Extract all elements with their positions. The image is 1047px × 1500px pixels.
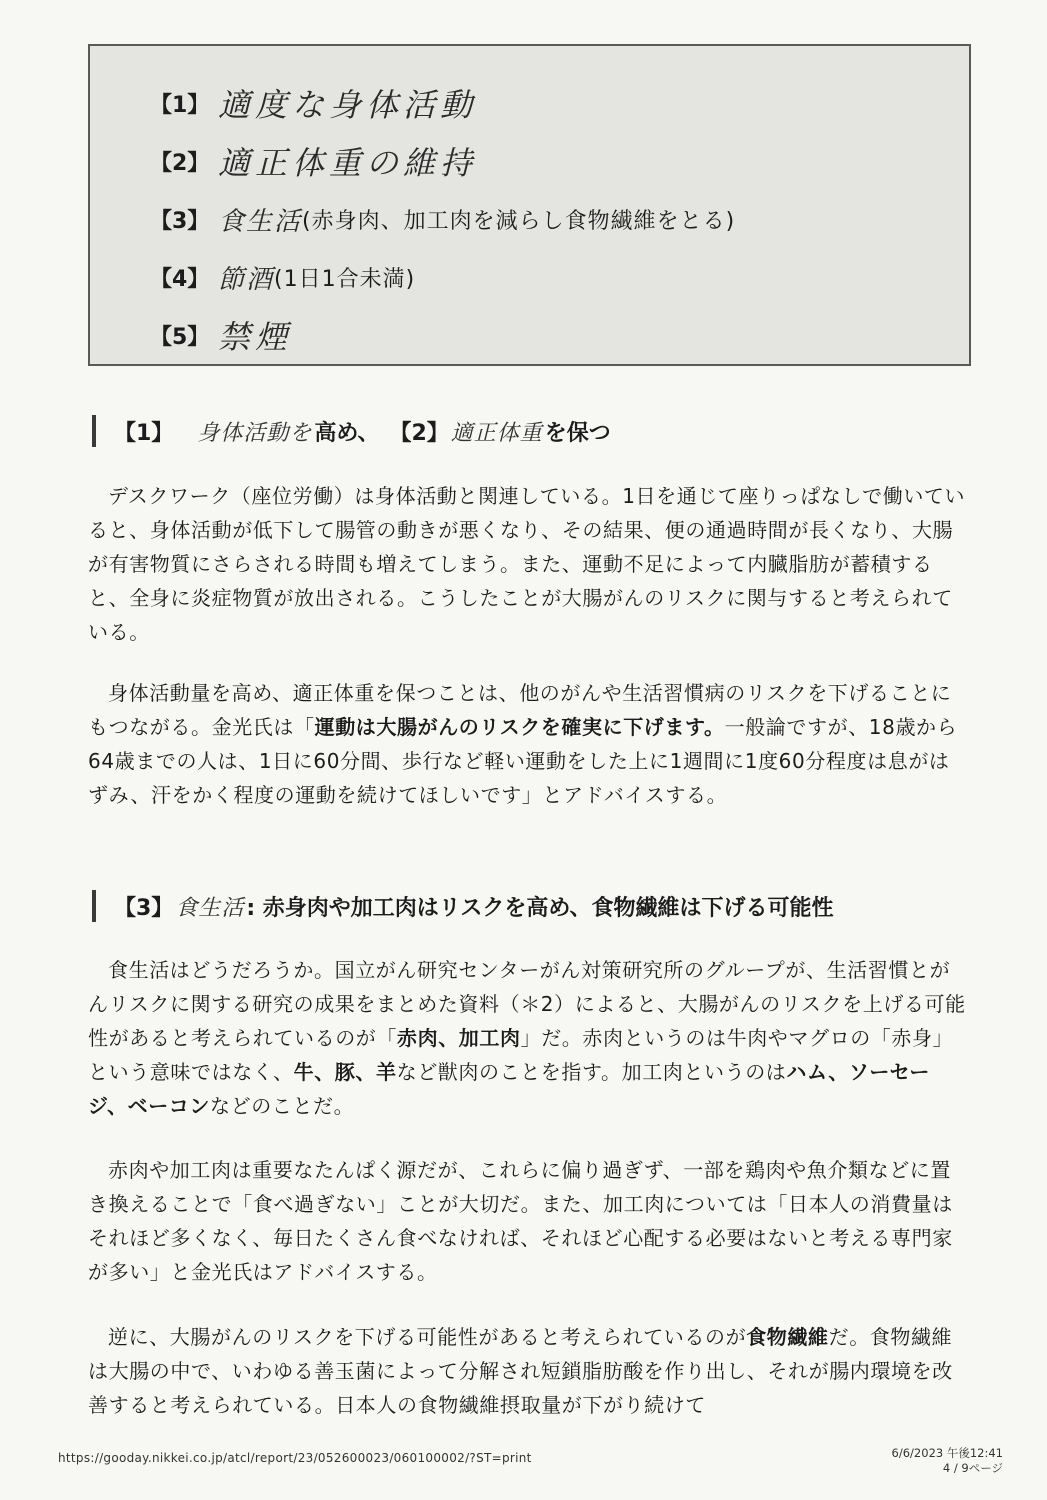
summary-number: 【1】 [150,92,210,118]
handwritten-text: 食生活 [218,206,303,237]
summary-number: 【4】 [150,266,210,292]
summary-item-2 [150,132,969,190]
paragraph-desk-work: デスクワーク（座位労働）は身体活動と関連している。1日を通じて座りっぱなしで働いていると、身体活動が低下して腸管の動きが悪くなり、その結果、便の通過時間が長くなり、大腸が有害物質にさらされる時間も増えてしまう。また、運動不足によって内臓脂肪が蓄積すると、全身に炎症物質が放出される。こうしたことが大腸がんのリスクに関与すると考えられている。 [88,484,966,644]
handwritten-text: 適正体重 [450,420,543,446]
heading-bar [92,415,96,447]
paragraph-text: 身体活動量を高め、適正体重を保つことは、他のがんや生活習慣病のリスクを下げることにもつながる。金光氏は「 [88,681,952,739]
heading-number: 【2】 [389,420,449,446]
summary-box [88,44,971,366]
paragraph-dietary-fiber [88,1320,968,1422]
emphasis-text: ハム、ソーセージ、ベーコン [88,1060,931,1118]
summary-item-5 [150,306,969,364]
handwritten-text: 適正体重の維持 [218,144,478,182]
handwritten-text: 禁煙 [218,318,293,356]
handwritten-text: 身体活動を [197,420,313,446]
paragraph-text: 逆に、大腸がんのリスクを下げる可能性があると考えられているのが [108,1325,747,1349]
section-heading-1 [92,411,611,451]
emphasis-text: 赤肉、加工肉 [397,1026,521,1050]
heading-text: 高め、 [314,420,380,446]
paragraph-text: など獣肉のことを指す。加工肉というのは [396,1060,787,1084]
paragraph-text: などのことだ。 [210,1094,355,1118]
emphasis-text: 運動は大腸がんのリスクを確実に下げます。 [314,715,725,739]
footer-meta [892,1446,1003,1476]
paragraph-text: 食生活はどうだろうか。国立がん研究センターがん対策研究所のグループが、生活習慣とがんリスクに関する研究の成果をまとめた資料（＊2）によると、大腸がんのリスクを上げる可能性があると考えられているのが「 [88,958,966,1050]
section-heading-3 [92,886,833,926]
summary-number: 【3】 [150,208,210,234]
paragraph-text: 一般論ですが、18歳から64歳までの人は、1日に60分間、歩行など軽い運動をした上に1週間に1度60分程度は息がはずみ、汗をかく程度の運動を続けてほしいです」とアドバイスする。 [88,715,958,807]
heading-text: を保つ [544,420,611,446]
footer-url: https://gooday.nikkei.co.jp/atcl/report/23/052600023/060100002/?ST=print [58,1451,532,1465]
paragraph-text: だ。食物繊維は大腸の中で、いわゆる善玉菌によって分解され短鎖脂肪酸を作り出し、それが腸内環境を改善すると考えられている。日本人の食物繊維摂取量が下がり続けて [88,1325,953,1417]
footer-page-number: 4 / 9ページ [942,1461,1003,1475]
summary-number: 【5】 [150,324,210,350]
paragraph-physical-activity [88,676,968,812]
handwritten-text: 適度な身体活動 [218,86,478,124]
summary-detail: (赤身肉、加工肉を減らし食物繊維をとる) [302,208,736,234]
paragraph-text: 」だ。赤肉というのは牛肉やマグロの「赤身」という意味ではなく、 [88,1026,954,1084]
summary-item-3 [150,190,969,248]
footer-datetime: 6/6/2023 午後12:41 [891,1446,1003,1460]
emphasis-text: 食物繊維 [746,1325,829,1349]
paragraph-diet [88,953,968,1123]
paragraph-red-meat: 赤肉や加工肉は重要なたんぱく源だが、これらに偏り過ぎず、一部を鶏肉や魚介類などに置き換えることで「食べ過ぎない」ことが大切だ。また、加工肉については「日本人の消費量はそれほど多くなく、毎日たくさん食べなければ、それほど心配する必要はないと考える専門家が多い」と金光氏はアドバイスする。 [88,1158,953,1284]
handwritten-text: 食生活 [175,895,245,921]
summary-detail: (1日1合未満) [274,266,416,292]
heading-number: 【1】 [114,420,174,446]
heading-bar [92,890,96,922]
handwritten-text: 節酒 [218,264,275,295]
heading-text: : 赤身肉や加工肉はリスクを高め、食物繊維は下げる可能性 [246,895,834,921]
summary-item-4 [150,248,969,306]
emphasis-text: 牛、豚、羊 [293,1060,397,1084]
summary-number: 【2】 [150,150,210,176]
heading-number: 【3】 [114,895,174,921]
summary-item-1 [150,74,969,132]
